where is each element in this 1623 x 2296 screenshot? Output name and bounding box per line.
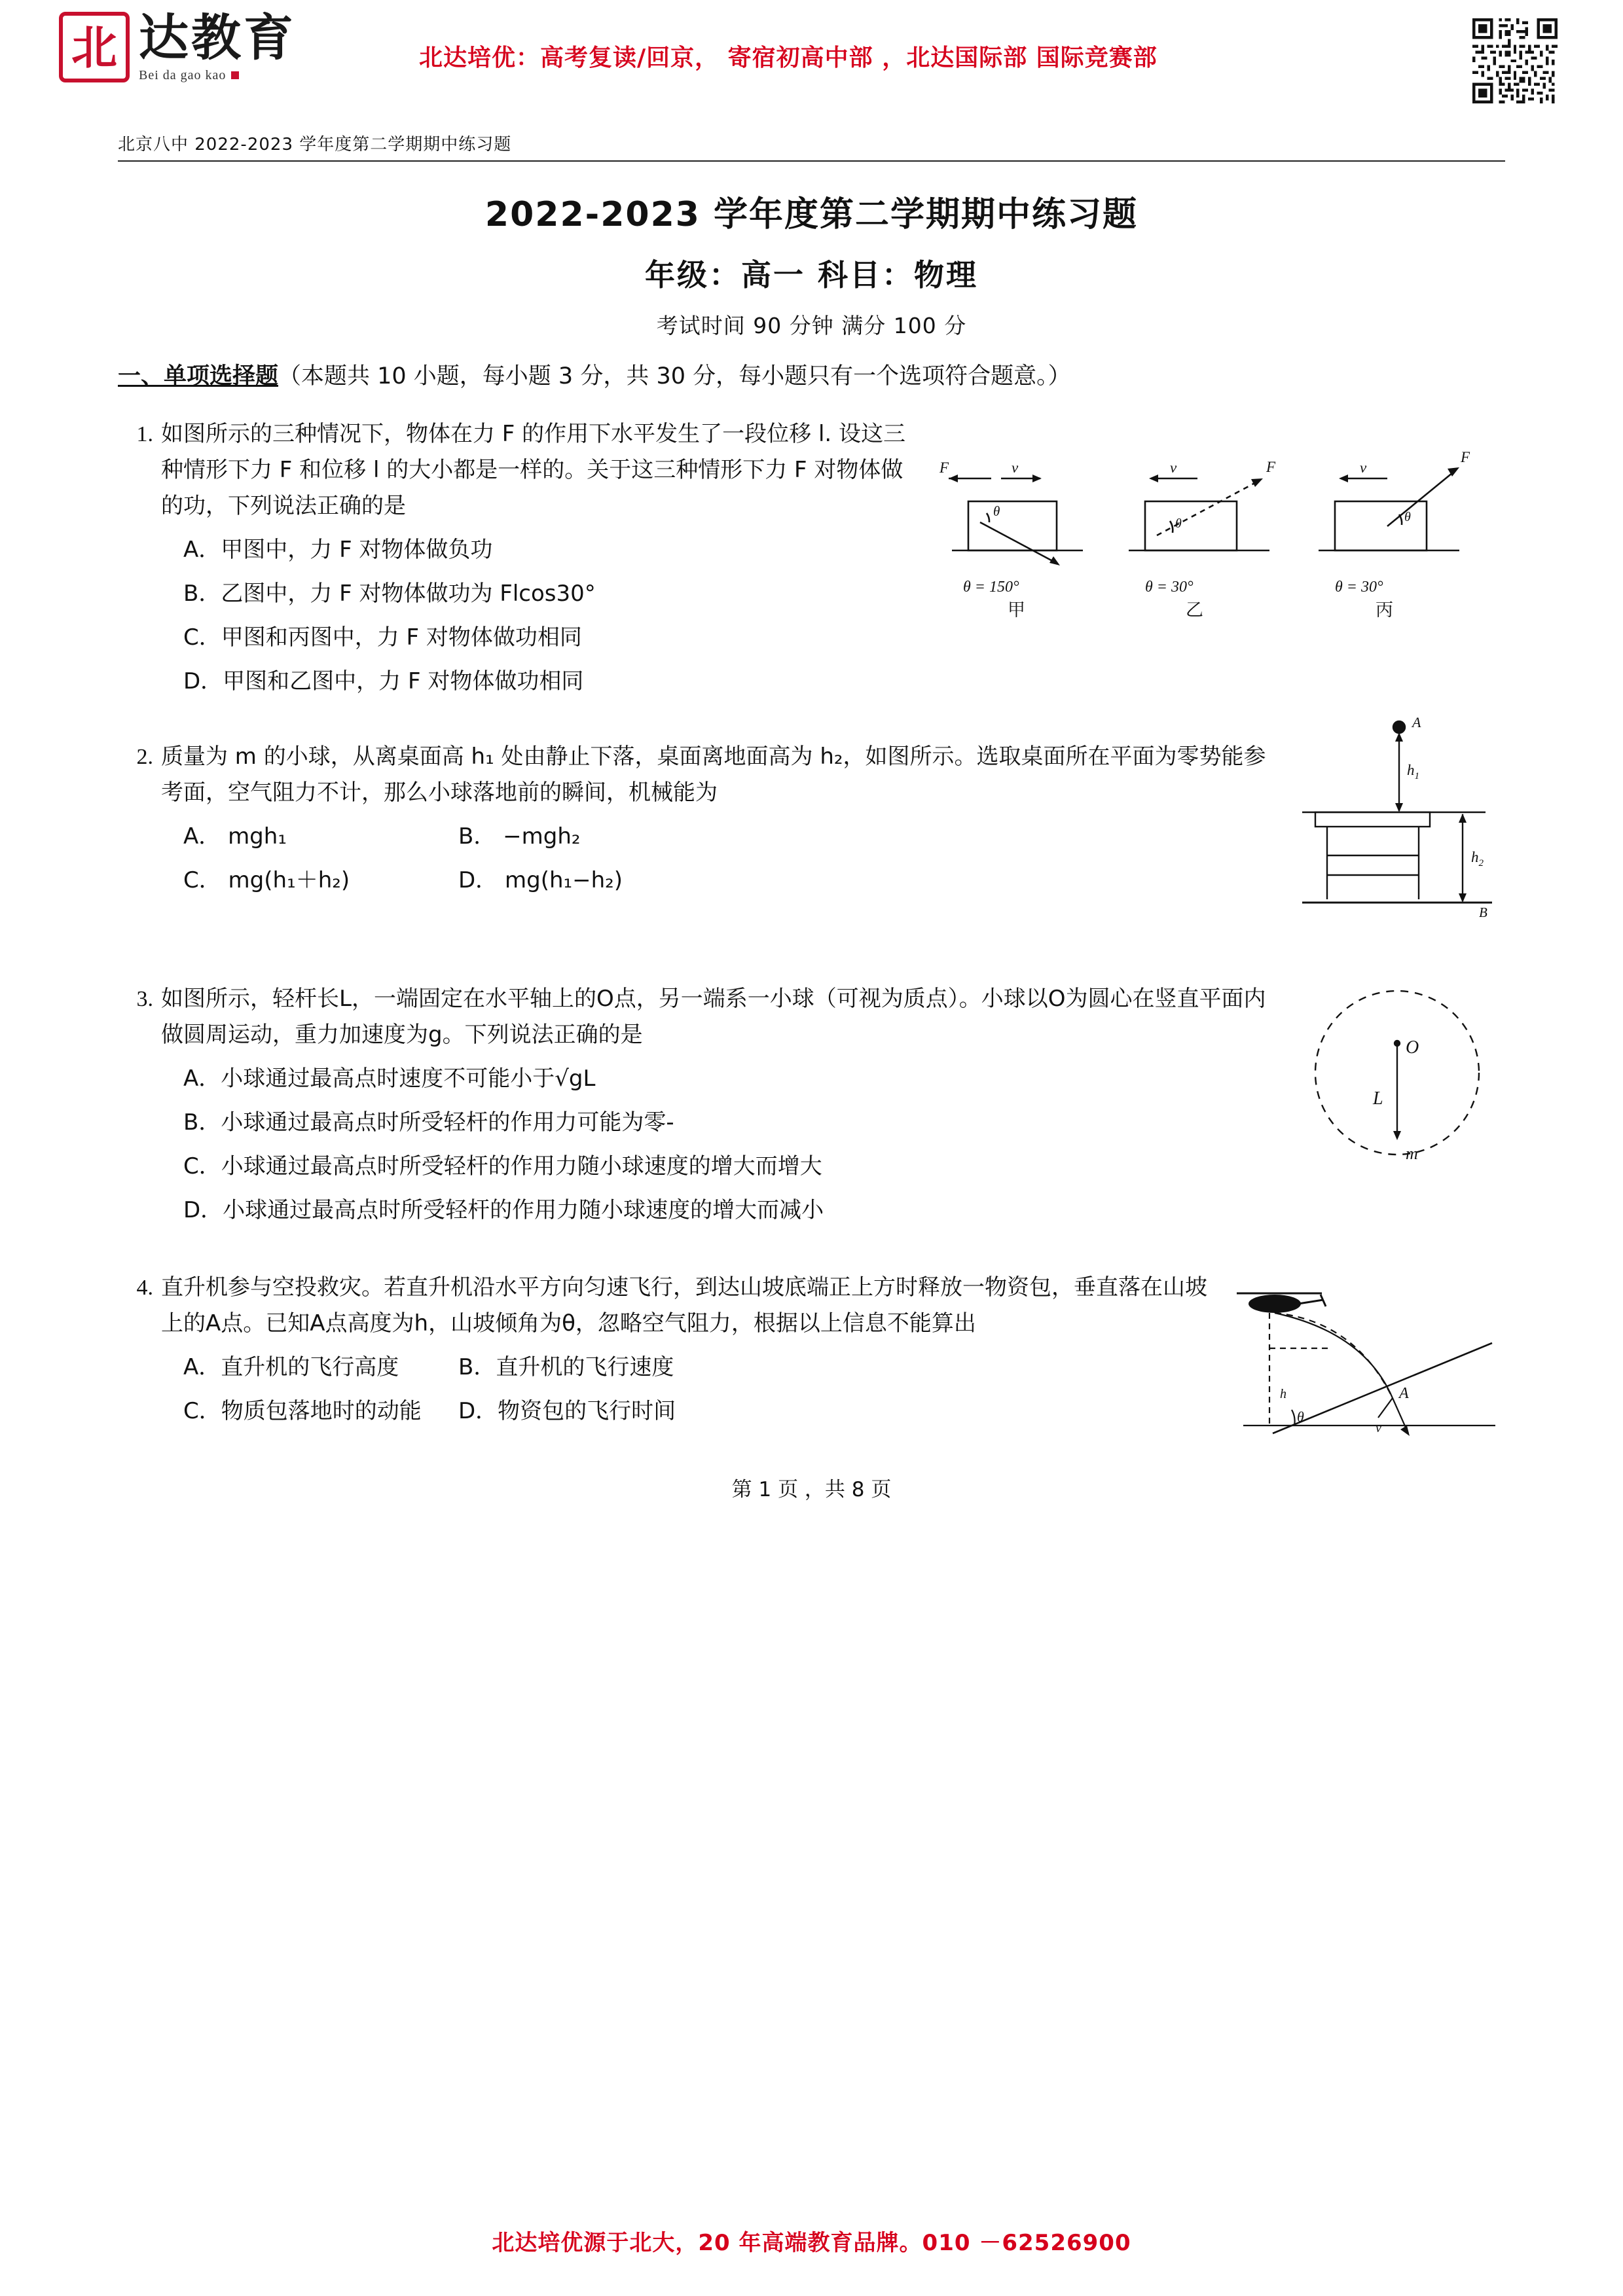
svg-text:A: A bbox=[1399, 1384, 1409, 1402]
option-a[interactable]: A． mgh₁ bbox=[183, 823, 287, 850]
exam-info: 考试时间 90 分钟 满分 100 分 bbox=[656, 313, 967, 338]
ball-falling-table-diagram bbox=[1289, 713, 1505, 942]
logo-subtitle-text: Bei da gao kao bbox=[139, 67, 227, 82]
section-label: 一、单项选择题 bbox=[118, 363, 279, 389]
svg-text:L: L bbox=[1373, 1088, 1383, 1109]
option-c[interactable]: C．物质包落地时的动能 bbox=[183, 1397, 422, 1424]
question-4 bbox=[118, 1270, 1505, 1453]
option-b[interactable]: B．乙图中，力 F 对物体做功为 Flcos30° bbox=[183, 580, 596, 607]
logo-mark-icon: 北 bbox=[59, 12, 130, 82]
red-square-icon bbox=[231, 71, 239, 79]
svg-text:h: h bbox=[1280, 1386, 1286, 1401]
option-c[interactable]: C．小球通过最高点时所受轻杆的作用力随小球速度的增大而增大 bbox=[183, 1153, 822, 1180]
question-2 bbox=[118, 714, 1505, 942]
page-number-footer: 第 1 页 ，共 8 页 bbox=[731, 1477, 892, 1501]
option-d[interactable]: D．小球通过最高点时所受轻杆的作用力随小球速度的增大而减小 bbox=[183, 1197, 824, 1224]
svg-text:甲: 甲 bbox=[1008, 600, 1025, 620]
svg-text:m: m bbox=[1406, 1144, 1418, 1164]
svg-text:乙: 乙 bbox=[1186, 600, 1203, 620]
svg-text:v: v bbox=[1170, 459, 1177, 476]
svg-text:O: O bbox=[1406, 1037, 1419, 1058]
svg-text:θ: θ bbox=[1297, 1408, 1304, 1425]
option-b[interactable]: B．小球通过最高点时所受轻杆的作用力可能为零- bbox=[183, 1109, 674, 1136]
svg-text:h1: $h_1$ bbox=[1407, 762, 1419, 782]
three-blocks-force-diagram bbox=[929, 416, 1505, 639]
option-b[interactable]: B．直升机的飞行速度 bbox=[458, 1354, 674, 1380]
option-c[interactable]: C．甲图和丙图中，力 F 对物体做功相同 bbox=[183, 624, 582, 651]
svg-text:A: A bbox=[1412, 714, 1421, 731]
option-c[interactable]: C． mg(h₁＋h₂) bbox=[183, 867, 350, 894]
question-number: 2. bbox=[136, 745, 153, 770]
svg-text:F: F bbox=[1461, 448, 1470, 465]
question-stem: 质量为 m 的小球，从离桌面高 h₁ 处由静止下落，桌面离地面高为 h₂，如图所示。选取桌面所在平面为零势能参考面，空气阻力不计，那么小球落地前的瞬间，机械能为 bbox=[161, 744, 1266, 806]
brand-logo bbox=[59, 9, 399, 83]
option-a[interactable]: A．直升机的飞行高度 bbox=[183, 1354, 399, 1380]
option-d[interactable]: D． mg(h₁−h₂) bbox=[458, 867, 623, 894]
svg-text:丙: 丙 bbox=[1376, 600, 1393, 620]
option-d[interactable]: D．物资包的飞行时间 bbox=[458, 1397, 676, 1424]
svg-text:θ: θ bbox=[1404, 509, 1411, 524]
option-b[interactable]: B． −mgh₂ bbox=[458, 823, 581, 850]
svg-text:v: v bbox=[1376, 1420, 1381, 1435]
svg-text:θ: θ bbox=[1175, 516, 1182, 531]
question-number: 3. bbox=[136, 987, 153, 1012]
footer-advert: 北达培优源于北大，20 年高端教育品牌。010 －62526900 bbox=[492, 2230, 1131, 2256]
question-3 bbox=[118, 981, 1505, 1229]
question-number: 1. bbox=[136, 422, 153, 446]
question-number: 4. bbox=[136, 1275, 153, 1300]
svg-text:h2: $h_2$ bbox=[1471, 849, 1484, 869]
question-stem: 如图所示的三种情况下，物体在力 F 的作用下水平发生了一段位移 l. 设这三种情形下力 F 和位移 l 的大小都是一样的。关于这三种情形下力 F 对物体做的功，下列说法正确的是 bbox=[161, 420, 906, 519]
question-1 bbox=[118, 416, 1505, 700]
svg-text:B: B bbox=[1479, 905, 1487, 921]
qr-code-icon bbox=[1472, 18, 1558, 103]
option-a[interactable]: A．甲图中，力 F 对物体做负功 bbox=[183, 536, 493, 563]
page-banner bbox=[0, 0, 1623, 124]
svg-text:θ = 30°: θ = 30° bbox=[1145, 578, 1194, 596]
question-stem: 如图所示，轻杆长L，一端固定在水平轴上的O点，另一端系一小球（可视为质点）。小球以O为圆心在竖直平面内做圆周运动，重力加速度为g。下列说法正确的是 bbox=[161, 986, 1266, 1049]
svg-text:F: F bbox=[939, 459, 949, 476]
svg-text:F: F bbox=[1266, 458, 1276, 475]
page-title: 2022-2023 学年度第二学期期中练习题 bbox=[484, 195, 1139, 234]
page-subtitle: 年级：高一 科目：物理 bbox=[644, 257, 978, 293]
running-header: 北京八中 2022-2023 学年度第二学期期中练习题 bbox=[118, 131, 1505, 162]
option-a[interactable]: A．小球通过最高点时速度不可能小于√gL bbox=[183, 1066, 596, 1092]
section-desc: （本题共 10 小题，每小题 3 分，共 30 分，每小题只有一个选项符合题意。） bbox=[278, 363, 1071, 389]
svg-text:θ = 30°: θ = 30° bbox=[1335, 578, 1383, 596]
option-d[interactable]: D．甲图和乙图中，力 F 对物体做功相同 bbox=[183, 668, 584, 694]
svg-text:θ = 150°: θ = 150° bbox=[963, 578, 1019, 596]
svg-text:v: v bbox=[1360, 459, 1367, 476]
section-heading bbox=[118, 359, 1505, 394]
rod-circular-motion-diagram bbox=[1289, 981, 1505, 1177]
svg-text:v: v bbox=[1012, 459, 1019, 476]
logo-title: 达教育 bbox=[139, 9, 296, 67]
helicopter-projectile-slope-diagram bbox=[1224, 1270, 1505, 1453]
svg-text:θ: θ bbox=[993, 503, 1000, 519]
question-stem: 直升机参与空投救灾。若直升机沿水平方向匀速飞行，到达山坡底端正上方时释放一物资包，垂直落在山坡上的A点。已知A点高度为h，山坡倾角为θ，忽略空气阻力，根据以上信息不能算出 bbox=[161, 1274, 1207, 1336]
logo-subtitle bbox=[139, 68, 296, 83]
banner-slogan: 北达培优：高考复读/回京， 寄宿初高中部 ，北达国际部 国际竞赛部 bbox=[419, 45, 1158, 71]
